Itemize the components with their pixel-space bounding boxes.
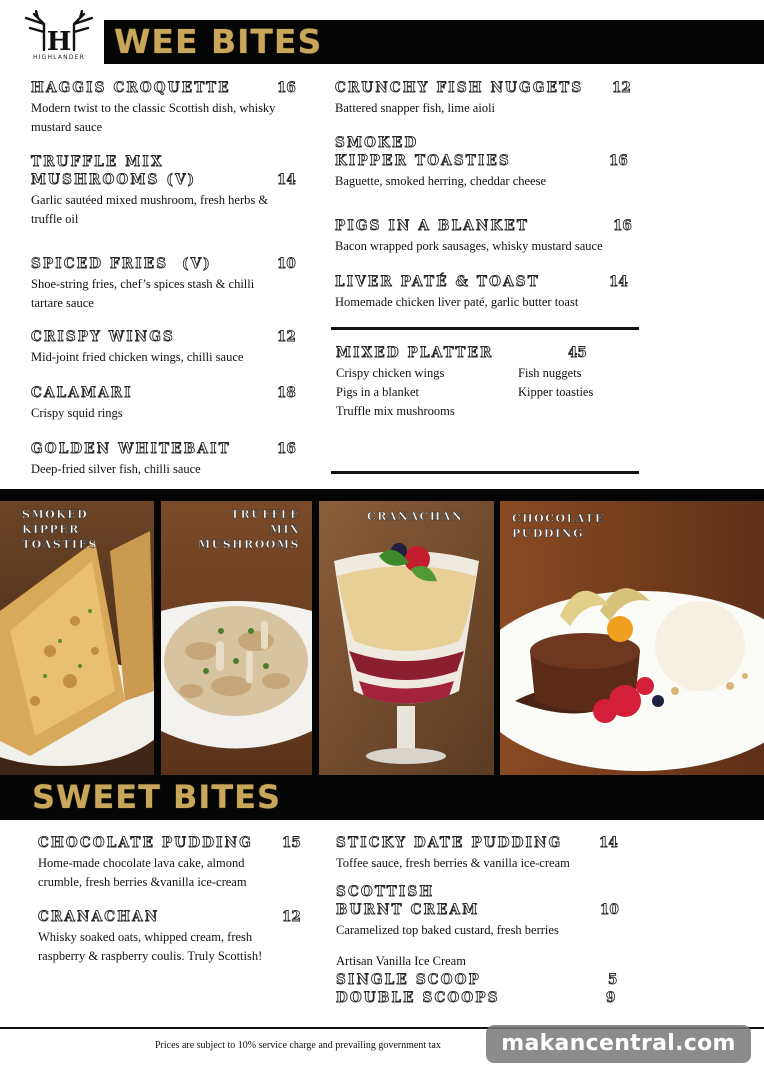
photo-label: CHOCOLATE PUDDING	[512, 512, 605, 540]
item-price: 12	[277, 329, 296, 345]
photo-label: CRANACHAN	[367, 510, 464, 523]
item-price: 5	[608, 972, 618, 988]
watermark: makancentral.com	[486, 1025, 751, 1063]
item-description: Homemade chicken liver paté, garlic butter toast	[335, 295, 579, 309]
item-name: CHOCOLATE PUDDING	[38, 835, 253, 851]
ice-cream-heading: Artisan Vanilla Ice Cream	[336, 954, 466, 968]
item-price: 14	[609, 274, 628, 290]
photo-truffle-mushrooms	[161, 501, 312, 775]
item-description: Shoe-string fries, chef’s spices stash & chilli tartare sauce	[31, 277, 255, 310]
item-description: Whisky soaked oats, whipped cream, fresh raspberry & raspberry coulis. Truly Scottish!	[38, 930, 263, 963]
wee-bites-title: WEE BITES	[114, 22, 323, 61]
menu-item-calamari	[31, 384, 301, 423]
menu-item-kipper-toasties	[335, 134, 635, 191]
item-name: KIPPER TOASTIES	[335, 153, 511, 169]
item-description: Caramelized top baked custard, fresh berries	[336, 923, 559, 937]
item-price: 45	[568, 345, 587, 361]
item-description: Mid-joint fried chicken wings, chilli sauce	[31, 350, 244, 364]
item-description: Modern twist to the classic Scottish dish, whisky mustard sauce	[31, 101, 276, 134]
item-name: CRANACHAN	[38, 909, 160, 925]
item-name: SINGLE SCOOP	[336, 972, 481, 988]
highlander-logo	[20, 10, 98, 66]
item-name: HAGGIS CROQUETTE	[31, 80, 231, 96]
sweet-bites-title: SWEET BITES	[32, 778, 282, 816]
wee-bites-banner	[104, 20, 764, 64]
item-name: DOUBLE SCOOPS	[336, 990, 500, 1006]
menu-item-spiced-fries	[31, 255, 301, 313]
chocolate-pudding-illustration	[500, 501, 764, 775]
photo-label: TRUFFLE MIX MUSHROOMS	[197, 508, 300, 551]
item-price: 18	[277, 385, 296, 401]
item-name: SCOTTISH	[336, 884, 435, 900]
stag-antlers-icon	[22, 10, 96, 52]
item-price: 10	[600, 902, 619, 918]
item-price: 16	[277, 441, 296, 457]
photo-smoked-kipper-toasties	[0, 501, 154, 775]
item-description: Garlic sautéed mixed mushroom, fresh herbs & truffle oil	[31, 193, 269, 226]
item-name: PIGS IN A BLANKET	[335, 218, 530, 234]
item-description: Battered snapper fish, lime aioli	[335, 101, 496, 115]
item-name: SMOKED	[335, 135, 419, 151]
item-name: MIXED PLATTER	[336, 345, 494, 361]
menu-item-pigs-in-blanket	[335, 217, 635, 256]
menu-item-golden-whitebait	[31, 440, 301, 479]
item-price: 16	[277, 80, 296, 96]
item-price: 10	[277, 256, 296, 272]
platter-contents-col-1: Crispy chicken wings Pigs in a blanket Truffle mix mushrooms	[336, 366, 455, 418]
item-name: STICKY DATE PUDDING	[336, 835, 563, 851]
photo-chocolate-pudding	[500, 501, 764, 775]
photo-label: SMOKED KIPPER TOASTIES	[22, 508, 98, 551]
menu-item-truffle-mushrooms	[31, 153, 301, 229]
item-name: GOLDEN WHITEBAIT	[31, 441, 231, 457]
item-description: Home-made chocolate lava cake, almond crumble, fresh berries &vanilla ice-cream	[38, 856, 247, 889]
item-price: 16	[613, 218, 632, 234]
photo-cranachan	[319, 501, 494, 775]
item-name: CRISPY WINGS	[31, 329, 176, 345]
item-description: Baguette, smoked herring, cheddar cheese	[335, 174, 547, 188]
item-description: Toffee sauce, fresh berries & vanilla ice-cream	[336, 856, 570, 870]
menu-item-mixed-platter	[336, 344, 636, 362]
menu-item-haggis-croquette	[31, 79, 301, 137]
item-name: MUSHROOMS (V)	[31, 172, 197, 188]
item-name: CRUNCHY FISH NUGGETS	[335, 80, 584, 96]
item-price: 14	[599, 835, 618, 851]
logo-letter: H	[46, 27, 72, 52]
menu-item-chocolate-pudding	[38, 834, 308, 892]
dish-photo-band	[0, 489, 764, 820]
item-name: CALAMARI	[31, 385, 133, 401]
menu-item-liver-pate	[335, 273, 635, 312]
menu-item-cranachan	[38, 908, 308, 966]
service-charge-note: Prices are subject to 10% service charge and prevailing government tax	[155, 1040, 441, 1051]
menu-item-scottish-burnt-cream	[336, 883, 636, 940]
item-price: 15	[282, 835, 301, 851]
item-price: 14	[277, 172, 296, 188]
platter-contents-col-2: Fish nuggets Kipper toasties	[518, 366, 594, 399]
menu-item-ice-cream	[336, 952, 636, 1007]
item-name: LIVER PATÉ & TOAST	[335, 274, 540, 290]
item-name: TRUFFLE MIX	[31, 154, 164, 170]
item-price: 16	[609, 153, 628, 169]
platter-bottom-divider	[331, 471, 639, 474]
menu-item-sticky-date-pudding	[336, 834, 636, 873]
menu-item-fish-nuggets	[335, 79, 635, 118]
item-description: Crispy squid rings	[31, 406, 123, 420]
platter-top-divider	[331, 327, 639, 330]
item-price: 12	[282, 909, 301, 925]
item-name: BURNT CREAM	[336, 902, 480, 918]
item-price: 9	[606, 990, 616, 1006]
item-price: 12	[612, 80, 631, 96]
brand-name: HIGHLANDER	[32, 54, 86, 61]
item-description: Deep-fried silver fish, chilli sauce	[31, 462, 201, 476]
cranachan-illustration	[319, 501, 494, 775]
menu-item-crispy-wings	[31, 328, 301, 367]
item-description: Bacon wrapped pork sausages, whisky mustard sauce	[335, 239, 603, 253]
item-name: SPICED FRIES (V)	[31, 256, 212, 272]
